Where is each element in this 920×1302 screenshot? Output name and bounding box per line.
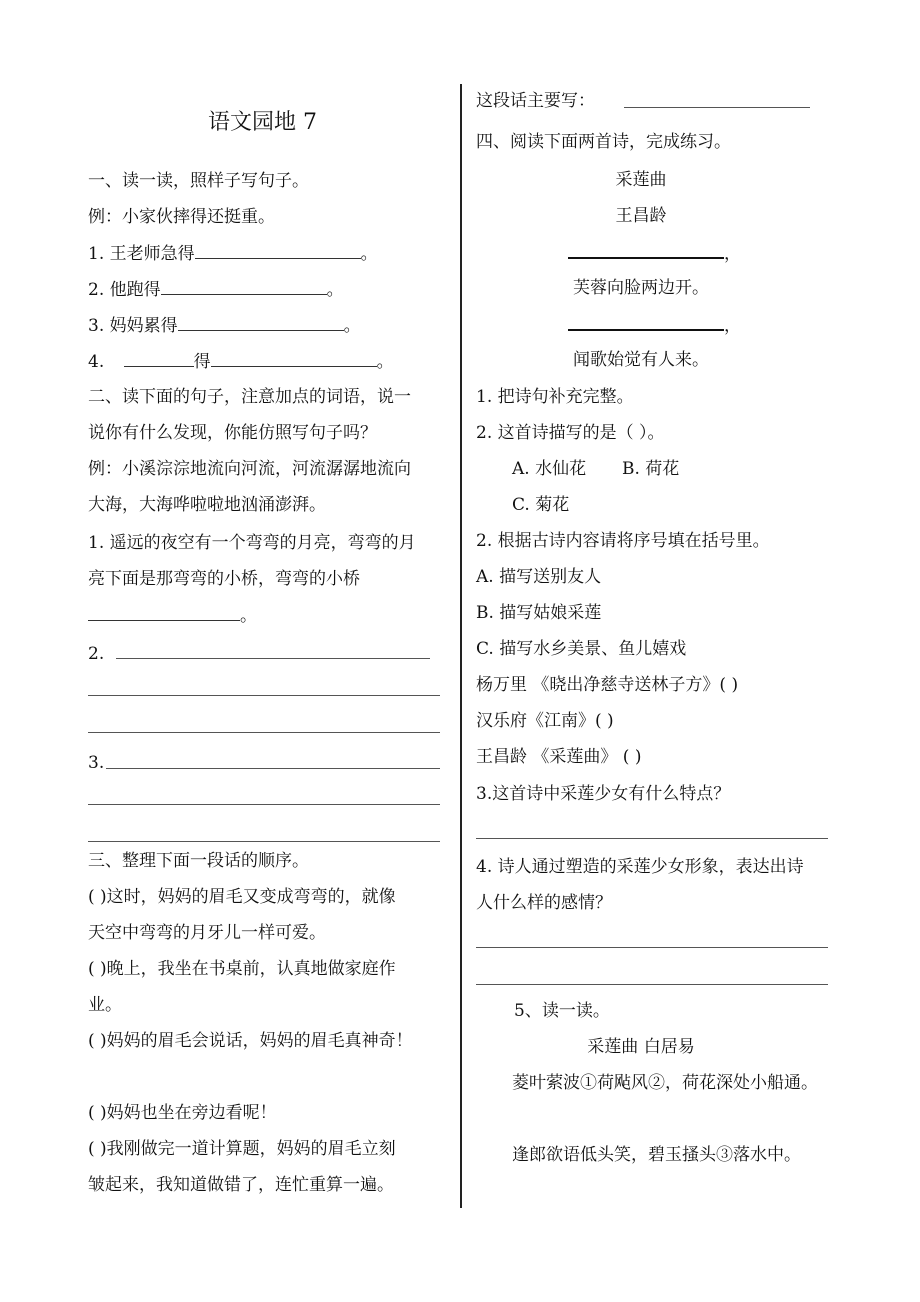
question-4-line-2: 人什么样的感情？ — [476, 893, 612, 913]
answer-line[interactable] — [106, 768, 440, 769]
section-5-poem-line-2: 逢郎欲语低头笑，碧玉搔头③落水中。 — [512, 1145, 801, 1165]
answer-blank[interactable] — [124, 350, 194, 367]
option-c: C. 菊花 — [512, 495, 570, 515]
section-4-heading: 四、阅读下面两首诗，完成练习。 — [476, 132, 731, 152]
poem-blank[interactable] — [568, 241, 724, 259]
poem-author: 王昌龄 — [615, 206, 667, 226]
answer-line[interactable] — [476, 984, 828, 985]
option-b: B. 荷花 — [622, 459, 680, 479]
poem-line-3: ， — [568, 313, 741, 337]
answer-line[interactable] — [88, 732, 440, 733]
poem-line-1: ， — [568, 241, 741, 265]
section-2-q1-line-2: 亮下面是那弯弯的小桥，弯弯的小桥 — [88, 569, 360, 589]
answer-blank[interactable] — [161, 278, 327, 295]
option-a: A. 水仙花 — [512, 459, 587, 479]
answer-blank[interactable] — [195, 242, 361, 259]
question-2: 2. 这首诗描写的是（ ）。 — [476, 423, 665, 443]
section-2-q1-line-3: 。 — [88, 604, 257, 627]
section-5-poem-title: 采莲曲 白居易 — [587, 1037, 695, 1057]
page-title: 语文园地 7 — [208, 110, 317, 135]
answer-blank[interactable] — [178, 314, 344, 331]
match-c: C. 描写水乡美景、鱼儿嬉戏 — [476, 639, 687, 659]
answer-line[interactable] — [476, 947, 828, 948]
answer-blank[interactable] — [211, 350, 377, 367]
poem-line-2: 芙蓉向脸两边开。 — [573, 278, 709, 298]
match-a: A. 描写送别友人 — [476, 567, 602, 587]
question-3: 3.这首诗中采莲少女有什么特点？ — [476, 784, 731, 804]
section-2-example-line-1: 例：小溪淙淙地流向河流，河流潺潺地流向 — [88, 459, 411, 479]
section-2-q1-line-1: 1. 遥远的夜空有一个弯弯的月亮，弯弯的月 — [88, 533, 416, 553]
section-5-poem-line-1: 菱叶萦波①荷飐风②，荷花深处小船通。 — [512, 1073, 818, 1093]
question-1: 1. 把诗句补充完整。 — [476, 387, 634, 407]
section-2-q3-label: 3. — [88, 753, 105, 773]
section-2-example-line-2: 大海，大海哗啦啦地汹涌澎湃。 — [88, 495, 326, 515]
main-idea-prompt: 这段话主要写： — [476, 91, 595, 111]
section-2-q2-label: 2. — [88, 644, 105, 664]
section-1-item-3: 3. 妈妈累得 。 — [88, 316, 361, 336]
section-3-item: 天空中弯弯的月牙儿一样可爱。 — [88, 923, 326, 943]
section-1-item-2: 2. 他跑得 。 — [88, 280, 344, 300]
section-3-item: ( )晚上，我坐在书桌前，认真地做家庭作 — [88, 959, 396, 979]
poem-line-4: 闻歌始觉有人来。 — [573, 350, 709, 370]
answer-line[interactable] — [116, 658, 430, 659]
section-1-example: 例：小家伙摔得还挺重。 — [88, 207, 275, 227]
section-1-heading: 一、读一读，照样子写句子。 — [88, 171, 309, 191]
section-1-item-4: 4. 得 。 — [88, 352, 394, 372]
section-3-item: ( )这时，妈妈的眉毛又变成弯弯的，就像 — [88, 887, 396, 907]
section-2-heading-line-2: 说你有什么发现，你能仿照写句子吗？ — [88, 423, 377, 443]
poem-match-1: 杨万里 《晓出净慈寺送林子方》( ) — [476, 675, 739, 695]
main-idea-blank[interactable] — [624, 107, 810, 108]
match-b: B. 描写姑娘采莲 — [476, 603, 602, 623]
question-4-line-1: 4. 诗人通过塑造的采莲少女形象，表达出诗 — [476, 857, 804, 877]
poem-title: 采莲曲 — [615, 170, 667, 190]
section-1-item-1: 1. 王老师急得 。 — [88, 244, 378, 264]
section-3-heading: 三、整理下面一段话的顺序。 — [88, 851, 309, 871]
answer-blank[interactable] — [88, 604, 240, 621]
poem-match-3: 王昌龄 《采莲曲》 ( ) — [476, 747, 642, 767]
answer-line[interactable] — [476, 838, 828, 839]
section-3-item: ( )妈妈的眉毛会说话，妈妈的眉毛真神奇！ — [88, 1031, 413, 1051]
column-divider — [460, 84, 462, 1208]
section-3-item: 皱起来，我知道做错了，连忙重算一遍。 — [88, 1175, 394, 1195]
section-3-item: ( )我刚做完一道计算题，妈妈的眉毛立刻 — [88, 1139, 396, 1159]
poem-match-2: 汉乐府《江南》( ) — [476, 711, 614, 731]
section-3-item: 业。 — [88, 995, 122, 1015]
answer-line[interactable] — [88, 695, 440, 696]
section-3-item: ( )妈妈也坐在旁边看呢！ — [88, 1103, 277, 1123]
answer-line[interactable] — [88, 804, 440, 805]
section-5-heading: 5、读一读。 — [514, 1001, 610, 1021]
poem-blank[interactable] — [568, 313, 724, 331]
answer-line[interactable] — [88, 841, 440, 842]
section-2-heading-line-1: 二、读下面的句子，注意加点的词语，说一 — [88, 387, 411, 407]
question-2b: 2. 根据古诗内容请将序号填在括号里。 — [476, 531, 770, 551]
